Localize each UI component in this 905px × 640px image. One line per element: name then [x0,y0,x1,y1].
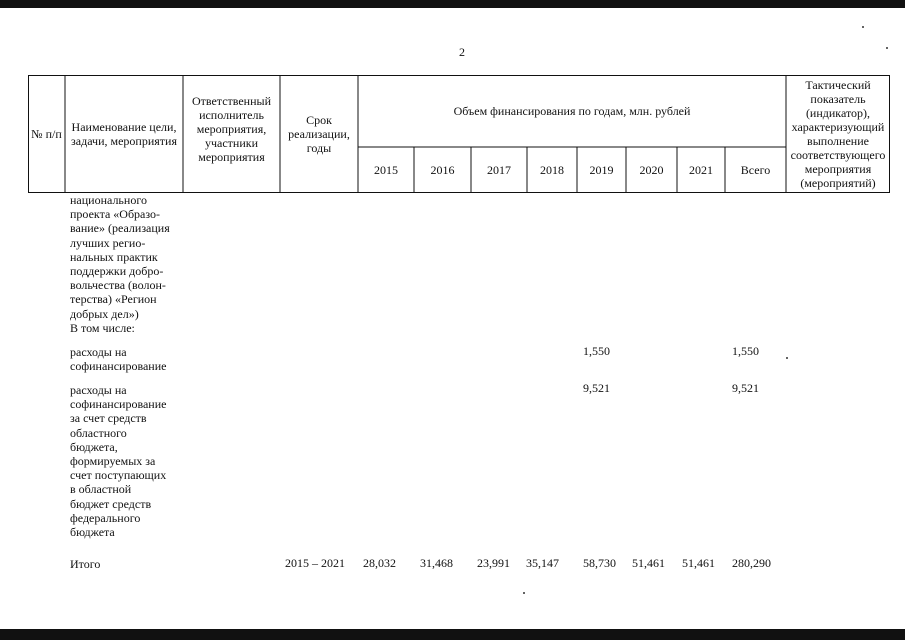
header-period: Срок реализации, годы [288,113,350,155]
header-year-2018: 2018 [540,163,564,177]
page-number: 2 [459,45,465,59]
header-year-2016: 2016 [430,163,455,177]
table-cell-2021: 51,461 [682,556,715,570]
header-financing: Объем финансирования по годам, млн. рублей [453,104,691,118]
table-cell-2019: 58,730 [583,556,616,570]
table-cell-2020: 51,461 [632,556,665,570]
scan-speck [523,592,525,594]
header-number: № п/п [31,127,62,141]
header-executor: Ответственный исполнитель мероприятия, участники мероприятия [191,94,272,164]
header-year-2019: 2019 [589,163,614,177]
table-cell-total: 1,550 [732,344,759,358]
scan-speck [862,26,864,28]
table-cell-2018: 35,147 [526,556,559,570]
table-cell-total: 9,521 [732,381,759,395]
header-year-2017: 2017 [487,163,511,177]
header-year-2015: 2015 [374,163,398,177]
header-total: Всего [740,163,771,177]
table-row-name-cofinancing: расходы на софинансирование [70,345,167,374]
table-cell-2019: 1,550 [583,344,610,358]
header-year-2020: 2020 [639,163,664,177]
header-indicator: Тактический показатель (индикатор), характеризующий выполнение соответствующего мероприятия (мероприятий) [790,78,886,190]
bottom-scan-border [0,629,905,640]
table-row-name-total: Итого [70,557,101,571]
scan-speck [886,47,888,49]
header-year-2021: 2021 [689,163,713,177]
table-cell-2019: 9,521 [583,381,610,395]
table-header [28,75,890,193]
table-cell-period: 2015 – 2021 [285,556,345,570]
header-name: Наименование цели, задачи, мероприятия [71,120,177,148]
table-cell-2017: 23,991 [477,556,510,570]
table-cell-2015: 28,032 [363,556,396,570]
table-row-name-regional-budget: расходы на софинансирование за счет средств областного бюджета, формируемых за счет поступающих в областной бюджет средств федерального бюджета [70,383,167,540]
table-row-name-project: национального проекта «Образо- вание» (реализация лучших регио- нальных практик поддержки добро- вольчества (волон- терства) «Регион добрых дел») В том числе: [70,193,170,335]
table-cell-total: 280,290 [732,556,771,570]
table-cell-2016: 31,468 [420,556,453,570]
top-scan-border [0,0,905,8]
scan-speck [786,357,788,359]
